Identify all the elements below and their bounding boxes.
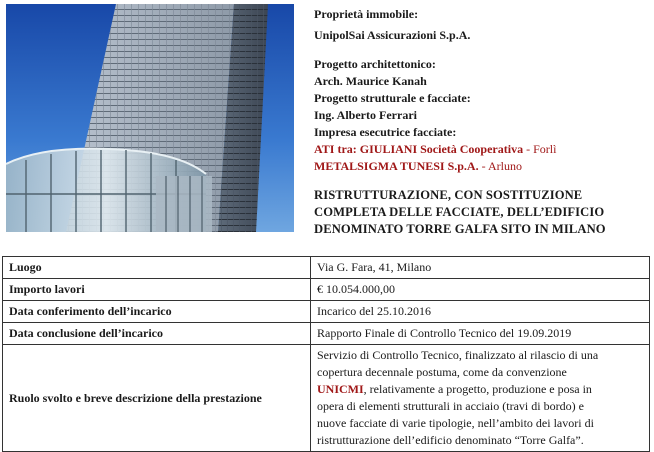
table-row bbox=[3, 323, 650, 345]
desc-line: copertura decennale postuma, come da convenzione bbox=[317, 365, 567, 379]
contractor-1-city: - Forlì bbox=[523, 142, 557, 156]
contractor-line-1 bbox=[314, 141, 650, 158]
arch-value: Arch. Maurice Kanah bbox=[314, 74, 427, 88]
contractor-label: Impresa esecutrice facciate: bbox=[314, 125, 457, 139]
desc-text: , relativamente a progetto, produzione e posa in bbox=[363, 382, 592, 396]
desc-line: ristrutturazione dell’edificio denominato “Torre Galfa”. bbox=[317, 433, 584, 447]
project-title-line-2: COMPLETA DELLE FACCIATE, DELL’EDIFICIO bbox=[314, 205, 605, 219]
owner-label: Proprietà immobile: bbox=[314, 7, 419, 21]
table-row bbox=[3, 345, 650, 452]
unicmi-highlight: UNICMI bbox=[317, 382, 364, 396]
project-info bbox=[314, 6, 650, 238]
row-key: Importo lavori bbox=[3, 279, 311, 301]
row-key: Luogo bbox=[3, 257, 311, 279]
row-value: Rapporto Finale di Controllo Tecnico del 19.09.2019 bbox=[311, 323, 650, 345]
arch-label: Progetto architettonico: bbox=[314, 57, 436, 71]
desc-line bbox=[317, 381, 643, 398]
desc-line: nuove facciate di varie tipologie, nell’ambito dei lavori di bbox=[317, 416, 594, 430]
contractor-2-city: - Arluno bbox=[478, 159, 522, 173]
table-row bbox=[3, 301, 650, 323]
owner-value: UnipolSai Assicurazioni S.p.A. bbox=[314, 28, 471, 42]
struct-label: Progetto strutturale e facciate: bbox=[314, 91, 471, 105]
row-key: Data conferimento dell’incarico bbox=[3, 301, 311, 323]
building-photo bbox=[6, 4, 294, 232]
project-title-line-3: DENOMINATO TORRE GALFA SITO IN MILANO bbox=[314, 222, 606, 236]
contractor-2-name: METALSIGMA TUNESI S.p.A. bbox=[314, 159, 479, 173]
row-key: Ruolo svolto e breve descrizione della prestazione bbox=[3, 345, 311, 452]
struct-value: Ing. Alberto Ferrari bbox=[314, 108, 417, 122]
row-value: € 10.054.000,00 bbox=[311, 279, 650, 301]
role-description bbox=[311, 345, 650, 452]
desc-line: opera di elementi strutturali in acciaio (travi di bordo) e bbox=[317, 399, 584, 413]
project-title-line-1: RISTRUTTURAZIONE, CON SOSTITUZIONE bbox=[314, 188, 583, 202]
row-value: Via G. Fara, 41, Milano bbox=[311, 257, 650, 279]
contractor-line-2 bbox=[314, 158, 650, 175]
row-key: Data conclusione dell’incarico bbox=[3, 323, 311, 345]
desc-line: Servizio di Controllo Tecnico, finalizzato al rilascio di una bbox=[317, 348, 599, 362]
details-table bbox=[2, 256, 650, 452]
row-value: Incarico del 25.10.2016 bbox=[311, 301, 650, 323]
table-row bbox=[3, 257, 650, 279]
contractor-1-name: ATI tra: GIULIANI Società Cooperativa bbox=[314, 142, 524, 156]
table-row bbox=[3, 279, 650, 301]
